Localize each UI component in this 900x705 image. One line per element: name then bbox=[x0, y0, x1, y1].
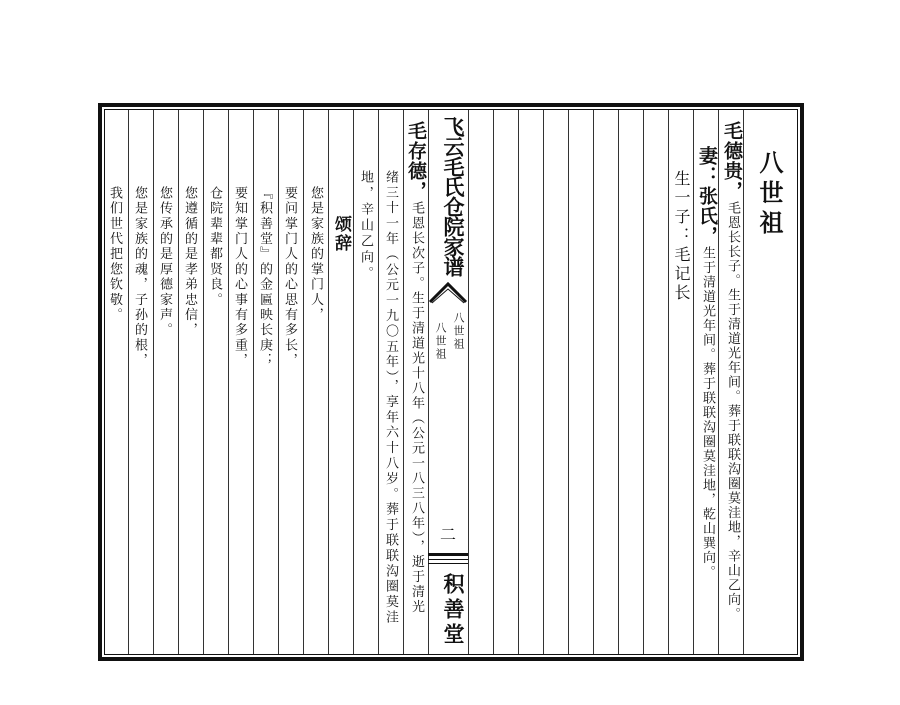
entry1-column bbox=[722, 121, 741, 622]
column-rule bbox=[468, 110, 469, 654]
spine-line bbox=[428, 559, 468, 560]
ode-line: 我们世代把您钦敬。 bbox=[107, 186, 122, 323]
column-rule bbox=[153, 110, 154, 654]
ode-line: 您传承的是厚德家声。 bbox=[157, 186, 172, 338]
column-rule bbox=[493, 110, 494, 654]
column-rule bbox=[593, 110, 594, 654]
entry2-line3: 地，辛山乙向。 bbox=[358, 170, 373, 282]
column-rule bbox=[643, 110, 644, 654]
entry2-line2: 绪三十一年（公元一九〇五年），享年六十八岁。葬于联联沟圈莫洼 bbox=[383, 170, 398, 626]
entry1-desc: 毛恩长长子。生于清道光年间。葬于联联沟圈莫洼地，辛山乙向。 bbox=[725, 201, 740, 622]
spine-bar bbox=[428, 553, 468, 556]
column-rule bbox=[328, 110, 329, 654]
spine-hall-name: 积善堂 bbox=[441, 573, 466, 648]
entry2-line1: 毛恩长次子。生于清道光十八年（公元一八三八年），逝于清光 bbox=[409, 201, 424, 615]
spine-title: 飞云毛氏仓院家谱 bbox=[441, 116, 466, 276]
column-rule bbox=[518, 110, 519, 654]
fishtail-mark-top bbox=[428, 278, 468, 304]
column-rule bbox=[718, 110, 719, 654]
ode-line: 『积善堂』的金匾映长庚； bbox=[257, 186, 272, 369]
entry1-son: 生一子：毛记长 bbox=[672, 170, 691, 303]
ode-line: 要知掌门人的心事有多重， bbox=[232, 186, 247, 369]
spine-page-number: 二 bbox=[439, 525, 456, 544]
entry2-name: 毛存德， bbox=[405, 121, 427, 201]
column-rule bbox=[378, 110, 379, 654]
entry1-wife-desc: 生于清道光年间。葬于联联沟圈莫洼地，乾山巽向。 bbox=[700, 246, 715, 580]
column-rule bbox=[543, 110, 544, 654]
section-title: 八世祖 bbox=[755, 150, 784, 240]
ode-line: 您遵循的是孝弟忠信， bbox=[182, 186, 197, 338]
ode-line: 要问掌门人的心思有多长， bbox=[282, 186, 297, 369]
entry1-name: 毛德贵， bbox=[721, 121, 743, 201]
column-rule bbox=[618, 110, 619, 654]
ode-title: 颂辞 bbox=[331, 215, 351, 253]
ode-line: 您是家族的掌门人， bbox=[308, 186, 323, 323]
entry2-column bbox=[406, 121, 425, 615]
column-rule bbox=[403, 110, 404, 654]
entry1-wife-label: 妻：张氏， bbox=[696, 146, 718, 246]
column-rule bbox=[568, 110, 569, 654]
book-spine bbox=[428, 110, 468, 654]
column-rule bbox=[743, 110, 744, 654]
spine-line bbox=[428, 563, 468, 564]
column-rule bbox=[668, 110, 669, 654]
spine-label-right: 八世祖 bbox=[452, 312, 465, 351]
entry1-wife-column bbox=[697, 146, 716, 580]
spine-label-left: 八世祖 bbox=[434, 322, 447, 361]
ode-line: 您是家族的魂，子孙的根， bbox=[132, 186, 147, 369]
column-rule bbox=[228, 110, 229, 654]
column-rule bbox=[693, 110, 694, 654]
column-rule bbox=[253, 110, 254, 654]
column-rule bbox=[303, 110, 304, 654]
column-rule bbox=[353, 110, 354, 654]
column-rule bbox=[178, 110, 179, 654]
column-rule bbox=[278, 110, 279, 654]
ode-line: 仓院辈辈都贤良。 bbox=[207, 186, 222, 308]
column-rule bbox=[128, 110, 129, 654]
column-rule bbox=[203, 110, 204, 654]
